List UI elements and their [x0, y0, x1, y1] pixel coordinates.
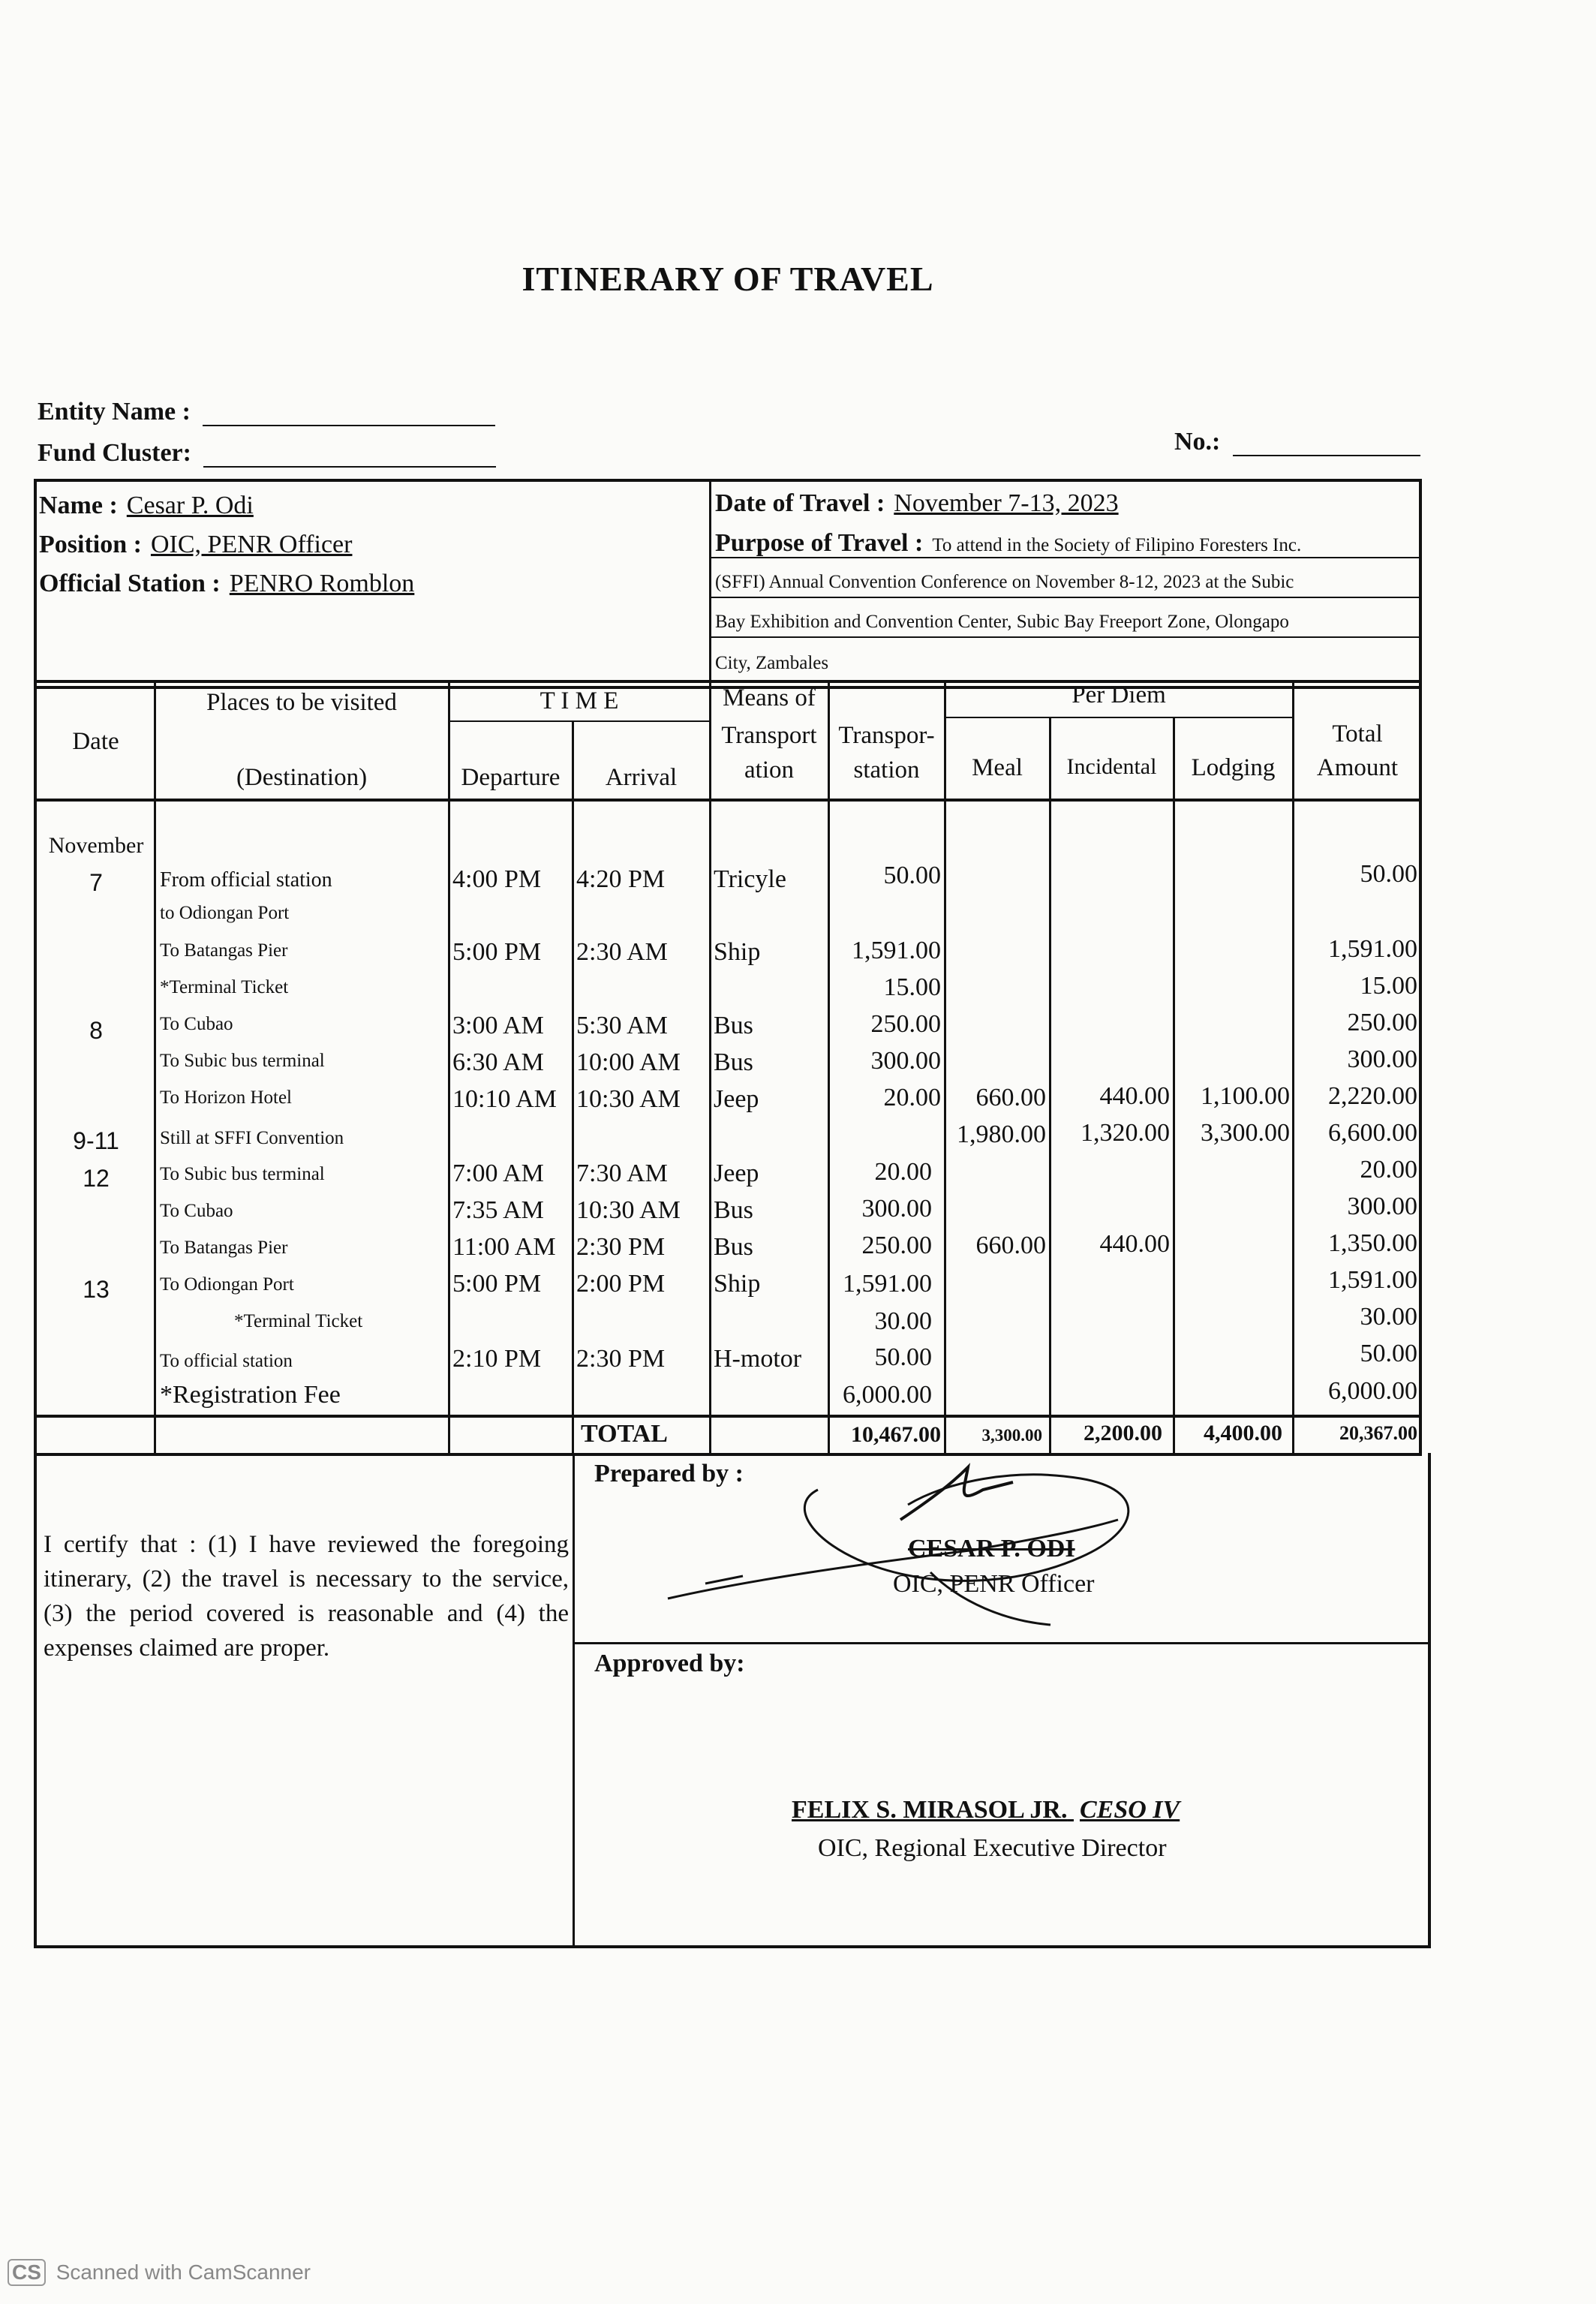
transpo-cell: 1,591.00 — [843, 1270, 932, 1298]
destination-cell: *Terminal Ticket — [234, 1311, 363, 1331]
total-cell: 50.00 — [1360, 860, 1417, 888]
date-13: 13 — [83, 1276, 110, 1303]
transpo-cell: 20.00 — [874, 1158, 932, 1186]
total-cell: 6,000.00 — [1328, 1377, 1417, 1405]
prepared-position: OIC, PENR Officer — [893, 1570, 1095, 1598]
date-of-travel-label: Date of Travel : — [715, 489, 885, 517]
purpose-line-2: (SFFI) Annual Convention Conference on November 8-12, 2023 at the Subic — [715, 572, 1294, 592]
departure-cell: 5:00 PM — [452, 1270, 542, 1298]
transpo-cell: 30.00 — [874, 1307, 932, 1335]
number-row — [1174, 428, 1420, 456]
arrival-cell: 5:30 AM — [576, 1012, 668, 1039]
arrival-cell: 10:30 AM — [576, 1196, 681, 1224]
transpo-cell: 20.00 — [883, 1084, 941, 1111]
arrival-cell: 7:30 AM — [576, 1160, 668, 1187]
departure-cell: 6:30 AM — [452, 1048, 544, 1076]
fund-cluster-field[interactable] — [203, 466, 496, 468]
transpo-cell: 6,000.00 — [843, 1381, 932, 1409]
destination-cell: To Horizon Hotel — [160, 1087, 292, 1108]
means-cell: Tricyle — [714, 865, 786, 893]
col-date: Date — [72, 728, 119, 755]
date-8: 8 — [89, 1017, 103, 1044]
col-transpo-2: station — [853, 756, 920, 784]
departure-cell: 7:00 AM — [452, 1160, 544, 1187]
col-incidental: Incidental — [1066, 754, 1157, 779]
arrival-cell: 2:30 AM — [576, 938, 668, 966]
col-total-2: Amount — [1316, 754, 1399, 781]
purpose-label: Purpose of Travel : — [715, 529, 924, 557]
destination-cell: To Subic bus terminal — [160, 1164, 325, 1184]
col-places-bottom: (Destination) — [236, 764, 368, 791]
date-of-travel-row — [715, 489, 1119, 518]
date-of-travel-value: November 7-13, 2023 — [894, 489, 1119, 517]
number-field[interactable] — [1233, 455, 1420, 456]
total-amount: 20,367.00 — [1339, 1422, 1417, 1444]
total-cell: 300.00 — [1347, 1045, 1417, 1073]
document-title: ITINERARY OF TRAVEL — [521, 260, 934, 298]
col-lodging: Lodging — [1191, 754, 1276, 781]
official-station-label: Official Station : — [39, 570, 221, 597]
departure-cell: 5:00 PM — [452, 938, 542, 966]
transpo-cell: 1,591.00 — [852, 937, 941, 964]
means-cell: Bus — [714, 1012, 753, 1039]
departure-cell: 4:00 PM — [452, 865, 542, 893]
entity-name-field[interactable] — [203, 425, 495, 426]
approved-by-label: Approved by: — [594, 1650, 745, 1677]
purpose-line-4: City, Zambales — [715, 653, 829, 673]
incidental-cell: 440.00 — [1099, 1082, 1170, 1110]
approver-position: OIC, Regional Executive Director — [818, 1834, 1167, 1862]
name-label: Name : — [39, 492, 118, 519]
lodging-cell: 1,100.00 — [1201, 1082, 1290, 1110]
position-value: OIC, PENR Officer — [150, 531, 353, 558]
means-cell: Bus — [714, 1233, 753, 1261]
col-departure: Departure — [461, 764, 561, 791]
position-row — [39, 531, 352, 559]
date-month: November — [48, 833, 144, 858]
prepared-by-label: Prepared by : — [594, 1460, 744, 1487]
certification-text: I certify that : (1) I have reviewed the foregoing itinerary, (2) the travel is necessary to the service, (3) the period covered is reasonable and (4) the expenses claimed are proper. — [44, 1531, 569, 1662]
col-total-1: Total — [1332, 720, 1383, 747]
destination-cell: *Registration Fee — [160, 1381, 341, 1409]
col-means-1: Means of — [723, 684, 816, 711]
name-value: Cesar P. Odi — [126, 492, 254, 519]
total-cell: 2,220.00 — [1328, 1082, 1417, 1110]
means-cell: Ship — [714, 938, 761, 966]
means-cell: H-motor — [714, 1345, 802, 1373]
destination-cell: to Odiongan Port — [160, 903, 290, 923]
destination-cell: To Batangas Pier — [160, 1238, 288, 1258]
total-cell: 1,591.00 — [1328, 935, 1417, 963]
transpo-cell: 15.00 — [883, 973, 941, 1001]
col-arrival: Arrival — [605, 764, 678, 791]
total-cell: 15.00 — [1360, 972, 1417, 1000]
means-cell: Bus — [714, 1048, 753, 1076]
scanner-watermark — [8, 2259, 311, 2286]
means-cell: Jeep — [714, 1160, 759, 1187]
destination-cell: To Batangas Pier — [160, 940, 288, 961]
approver-name-line — [792, 1796, 1180, 1824]
total-meal: 3,300.00 — [981, 1426, 1042, 1445]
total-cell: 300.00 — [1347, 1193, 1417, 1220]
col-means-3: ation — [744, 756, 794, 784]
means-cell: Ship — [714, 1270, 761, 1298]
destination-cell: To Subic bus terminal — [160, 1051, 325, 1071]
col-meal: Meal — [972, 754, 1023, 781]
official-station-row — [39, 570, 414, 598]
means-cell: Jeep — [714, 1085, 759, 1113]
meal-cell: 1,980.00 — [957, 1120, 1046, 1148]
destination-cell: *Terminal Ticket — [160, 977, 289, 997]
purpose-line-3: Bay Exhibition and Convention Center, Subic Bay Freeport Zone, Olongapo — [715, 612, 1289, 632]
name-row — [39, 492, 254, 520]
departure-cell: 11:00 AM — [452, 1233, 556, 1261]
camscanner-icon: CS — [8, 2259, 46, 2286]
col-per-diem: Per Diem — [1072, 681, 1166, 708]
arrival-cell: 10:00 AM — [576, 1048, 681, 1076]
date-7: 7 — [89, 869, 103, 896]
arrival-cell: 2:00 PM — [576, 1270, 666, 1298]
purpose-line-1: To attend in the Society of Filipino Foresters Inc. — [932, 535, 1302, 555]
col-means-2: Transport — [721, 722, 817, 749]
approver-suffix: CESO IV — [1079, 1796, 1180, 1824]
total-cell: 1,350.00 — [1328, 1229, 1417, 1257]
total-cell: 250.00 — [1347, 1009, 1417, 1036]
incidental-cell: 440.00 — [1099, 1230, 1170, 1258]
transpo-cell: 250.00 — [861, 1232, 932, 1259]
transpo-cell: 300.00 — [861, 1195, 932, 1223]
entity-name-row — [38, 398, 495, 426]
prepared-name: CESAR P. ODI — [908, 1535, 1075, 1563]
transpo-cell: 250.00 — [870, 1010, 941, 1038]
means-cell: Bus — [714, 1196, 753, 1224]
total-cell: 20.00 — [1360, 1156, 1417, 1184]
incidental-cell: 1,320.00 — [1081, 1119, 1170, 1147]
total-cell: 30.00 — [1360, 1303, 1417, 1331]
arrival-cell: 4:20 PM — [576, 865, 666, 893]
departure-cell: 3:00 AM — [452, 1012, 544, 1039]
col-transpo-1: Transpor- — [838, 722, 935, 749]
entity-name-label: Entity Name : — [38, 398, 191, 426]
date-9-11: 9-11 — [73, 1127, 119, 1154]
transpo-cell: 50.00 — [883, 862, 941, 889]
col-places-top: Places to be visited — [206, 689, 397, 716]
total-cell: 6,600.00 — [1328, 1119, 1417, 1147]
destination-cell: To Cubao — [160, 1201, 233, 1221]
total-cell: 1,591.00 — [1328, 1266, 1417, 1294]
meal-cell: 660.00 — [975, 1232, 1046, 1259]
fund-cluster-row — [38, 439, 496, 468]
departure-cell: 2:10 PM — [452, 1345, 542, 1373]
meal-cell: 660.00 — [975, 1084, 1046, 1111]
destination-cell: From official station — [160, 868, 332, 892]
total-transpo: 10,467.00 — [851, 1422, 941, 1447]
purpose-row — [715, 529, 1301, 558]
number-label: No.: — [1174, 428, 1221, 456]
fund-cluster-label: Fund Cluster: — [38, 439, 191, 467]
scanner-text: Scanned with CamScanner — [56, 2260, 311, 2284]
destination-cell: To Cubao — [160, 1014, 233, 1034]
total-cell: 50.00 — [1360, 1340, 1417, 1367]
col-time: T I M E — [540, 687, 619, 714]
position-label: Position : — [39, 531, 142, 558]
arrival-cell: 2:30 PM — [576, 1345, 666, 1373]
transpo-cell: 300.00 — [870, 1047, 941, 1075]
destination-cell: Still at SFFI Convention — [160, 1128, 344, 1148]
date-12: 12 — [83, 1165, 110, 1192]
lodging-cell: 3,300.00 — [1201, 1119, 1290, 1147]
arrival-cell: 10:30 AM — [576, 1085, 681, 1113]
destination-cell: To official station — [160, 1351, 293, 1371]
departure-cell: 7:35 AM — [452, 1196, 544, 1224]
total-lodging: 4,400.00 — [1204, 1421, 1282, 1445]
official-station-value: PENRO Romblon — [229, 570, 415, 597]
total-incidental: 2,200.00 — [1084, 1421, 1162, 1445]
arrival-cell: 2:30 PM — [576, 1233, 666, 1261]
approver-name: FELIX S. MIRASOL JR. — [792, 1796, 1068, 1824]
departure-cell: 10:10 AM — [452, 1085, 557, 1113]
transpo-cell: 50.00 — [874, 1343, 932, 1371]
destination-cell: To Odiongan Port — [160, 1274, 294, 1295]
total-label: TOTAL — [581, 1420, 668, 1448]
